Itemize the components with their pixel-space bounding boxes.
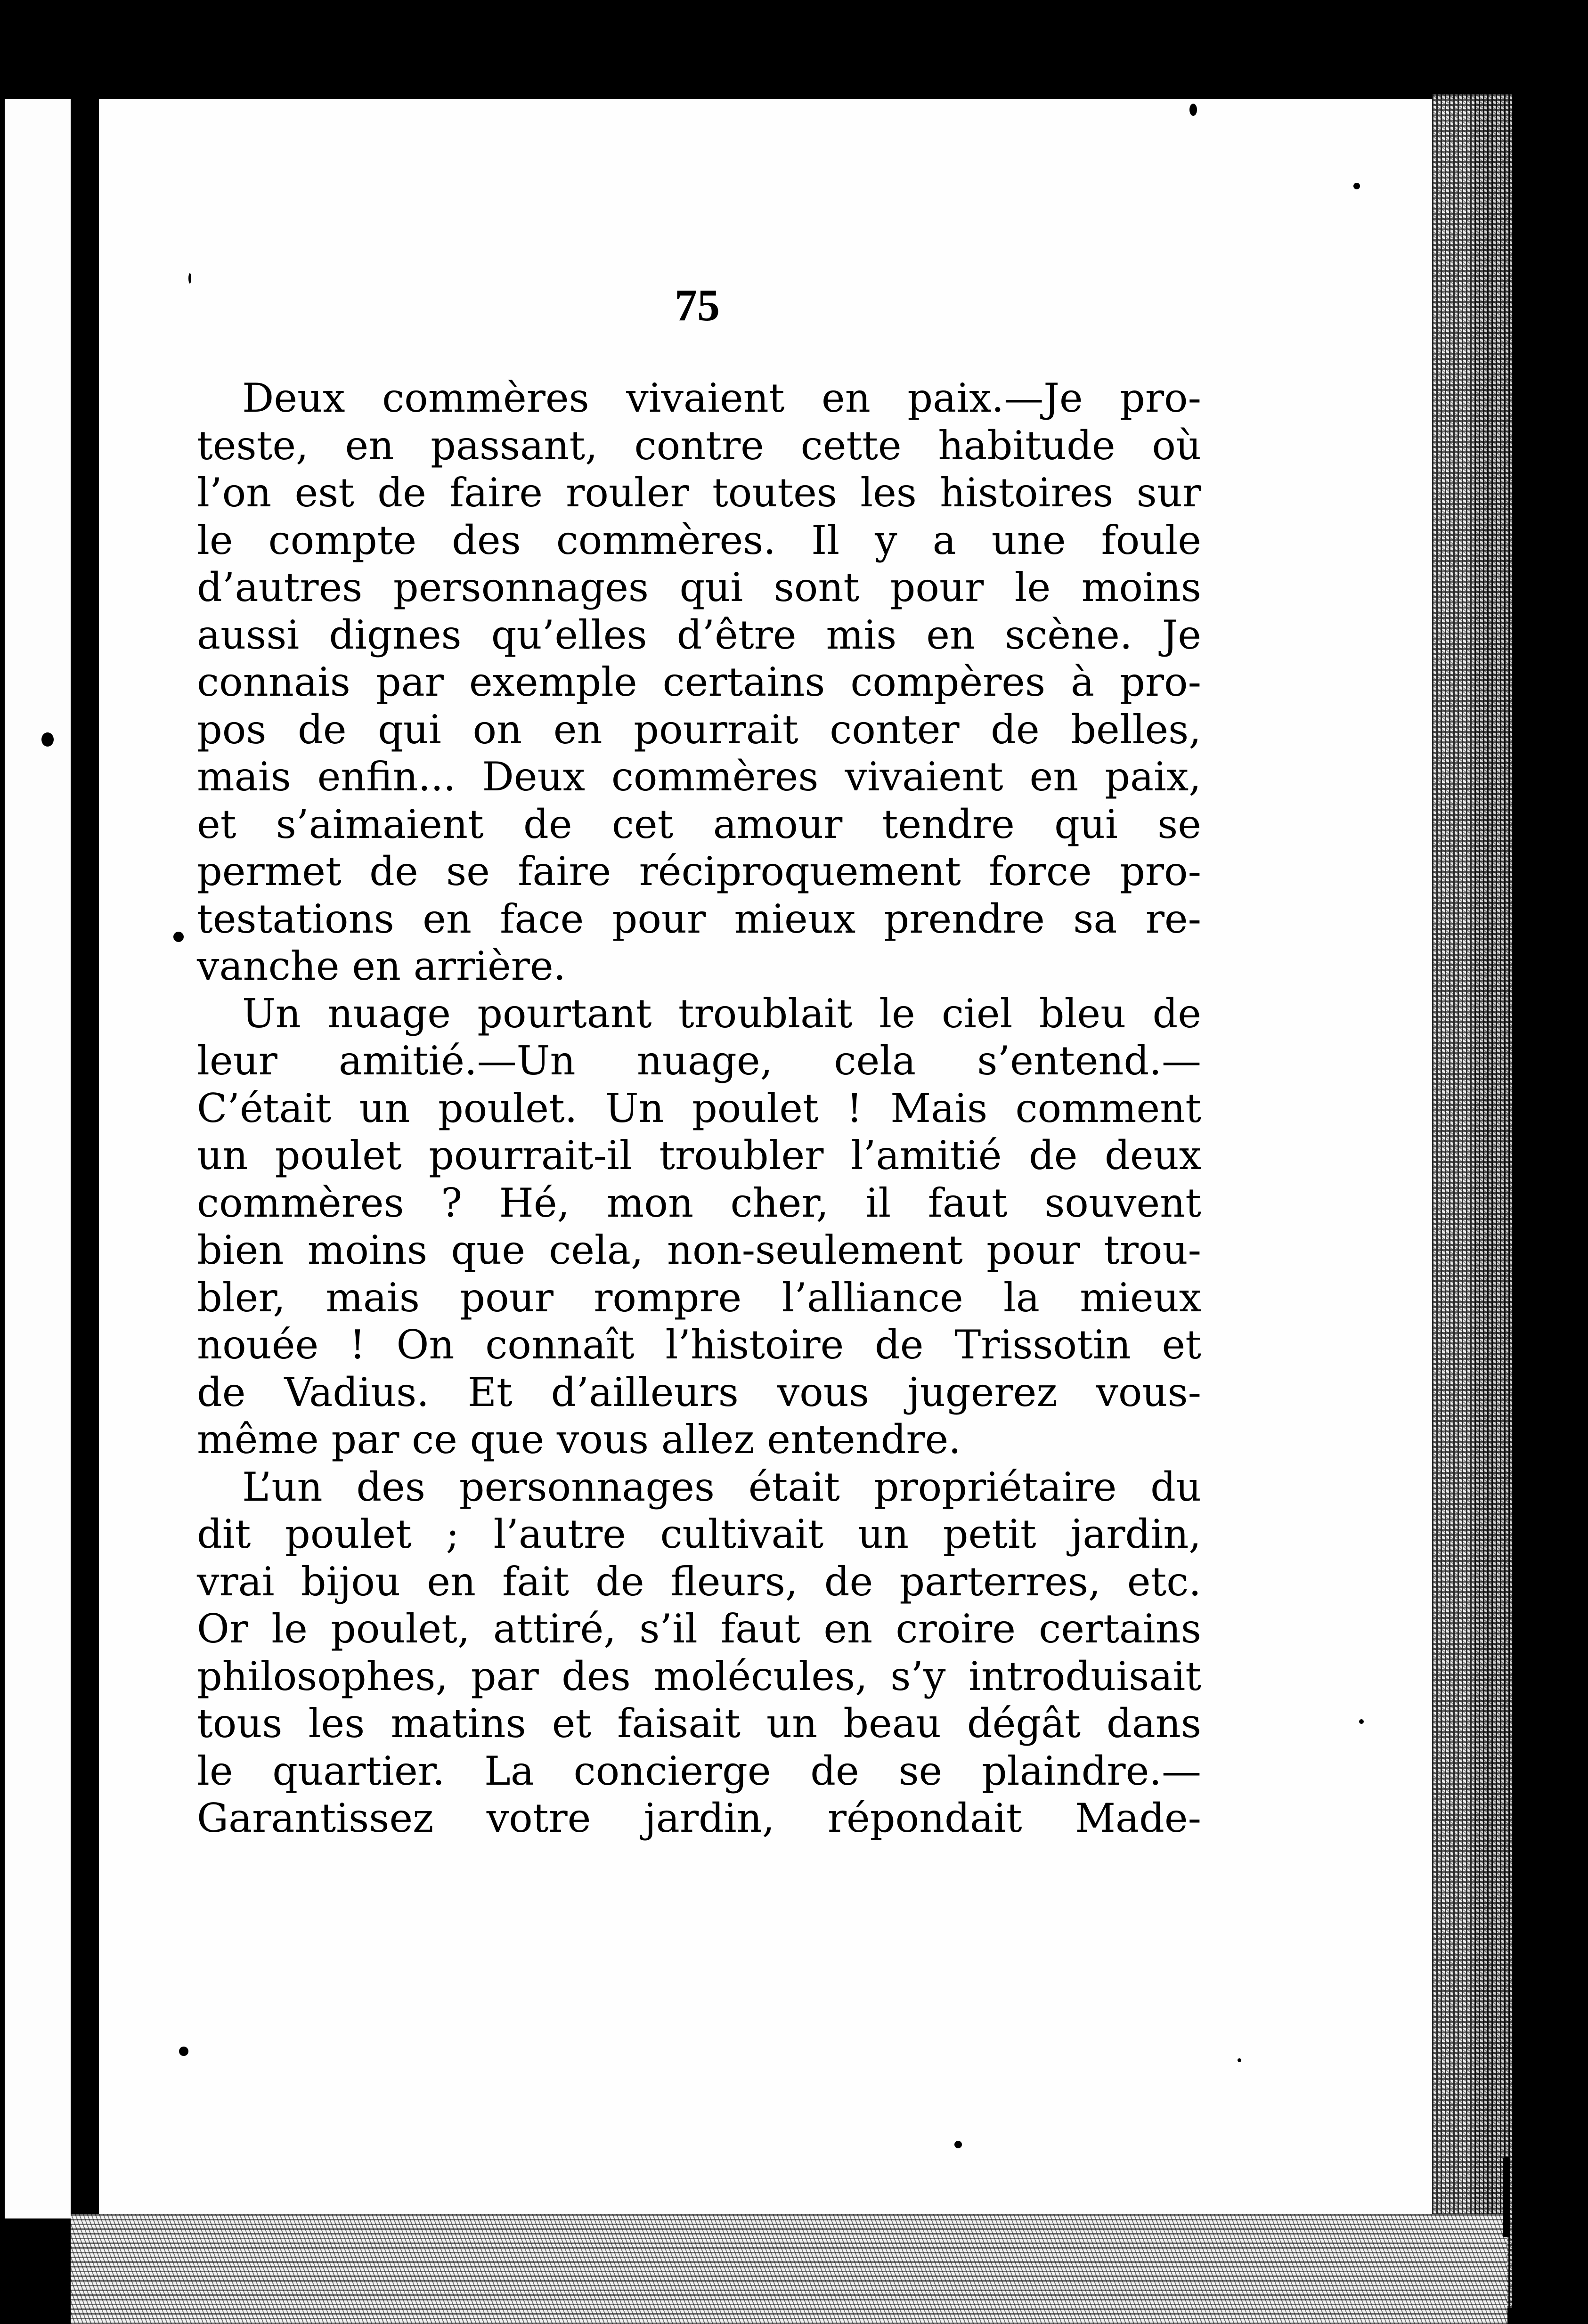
text-line: et s’aimaient de cet amour tendre qui se (197, 801, 1201, 847)
scan-speck (1353, 183, 1360, 189)
text-line: L’un des personnages était propriétaire du (242, 1463, 1201, 1510)
text-line: Deux commères vivaient en paix.—Je pro- (242, 375, 1201, 421)
scan-speck (179, 2047, 188, 2056)
text-line: permet de se faire réciproquement force pro- (197, 848, 1201, 894)
text-line: même par ce que vous allez entendre. (197, 1416, 961, 1463)
text-line: connais par exemple certains compères à pro- (197, 659, 1201, 705)
text-line: leur amitié.—Un nuage, cela s’entend.— (197, 1038, 1201, 1084)
page-number: 75 (675, 280, 720, 330)
text-line: d’autres personnages qui sont pour le moins (197, 564, 1201, 610)
scan-speck (1359, 1719, 1364, 1724)
text-line: pos de qui on en pourrait conter de belles, (197, 706, 1201, 753)
text-line: C’était un poulet. Un poulet ! Mais comment (197, 1085, 1201, 1131)
text-line: de Vadius. Et d’ailleurs vous jugerez vous- (197, 1369, 1201, 1415)
body-text (197, 374, 1201, 1842)
page-left-margin (5, 99, 71, 2218)
scan-speck (1238, 2058, 1241, 2062)
text-line: Garantissez votre jardin, répondait Made- (197, 1795, 1201, 1841)
text-line: commères ? Hé, mon cher, il faut souvent (197, 1179, 1201, 1226)
text-line: aussi dignes qu’elles d’être mis en scène. Je (197, 611, 1201, 658)
text-line: l’on est de faire rouler toutes les histoires sur (197, 470, 1201, 516)
text-line: le quartier. La concierge de se plaindre.— (197, 1747, 1201, 1794)
scan-speck (173, 932, 184, 942)
scan-speck (188, 273, 191, 284)
text-line: dit poulet ; l’autre cultivait un petit jardin, (197, 1511, 1201, 1557)
text-line: Un nuage pourtant troublait le ciel bleu de (242, 990, 1201, 1037)
text-line: mais enfin... Deux commères vivaient en paix, (197, 754, 1201, 800)
text-line: philosophes, par des molécules, s’y introduisait (197, 1653, 1201, 1699)
text-line: vrai bijou en fait de fleurs, de parterres, etc. (197, 1558, 1201, 1605)
scan-speck (41, 732, 54, 747)
text-line: Or le poulet, attiré, s’il faut en croire certains (197, 1606, 1201, 1652)
text-line: un poulet pourrait-il troubler l’amitié de deux (197, 1132, 1201, 1178)
text-line: teste, en passant, contre cette habitude où (197, 422, 1201, 469)
text-line: nouée ! On connaît l’histoire de Trissotin et (197, 1322, 1201, 1368)
text-line: le compte des commères. Il y a une foule (197, 517, 1201, 563)
text-line: testations en face pour mieux prendre sa re- (197, 895, 1201, 942)
scan-speck (1503, 2157, 1510, 2237)
text-line: tous les matins et faisait un beau dégât dans (197, 1700, 1201, 1747)
text-line: vanche en arrière. (197, 943, 566, 989)
scan-speck (954, 2141, 962, 2148)
page-bottom-edge-noise (71, 2214, 1507, 2324)
scan-speck (1189, 104, 1197, 116)
page-right-edge-noise (1432, 94, 1512, 2308)
text-line: bien moins que cela, non-seulement pour trou- (197, 1227, 1201, 1273)
text-line: bler, mais pour rompre l’alliance la mieux (197, 1274, 1201, 1321)
